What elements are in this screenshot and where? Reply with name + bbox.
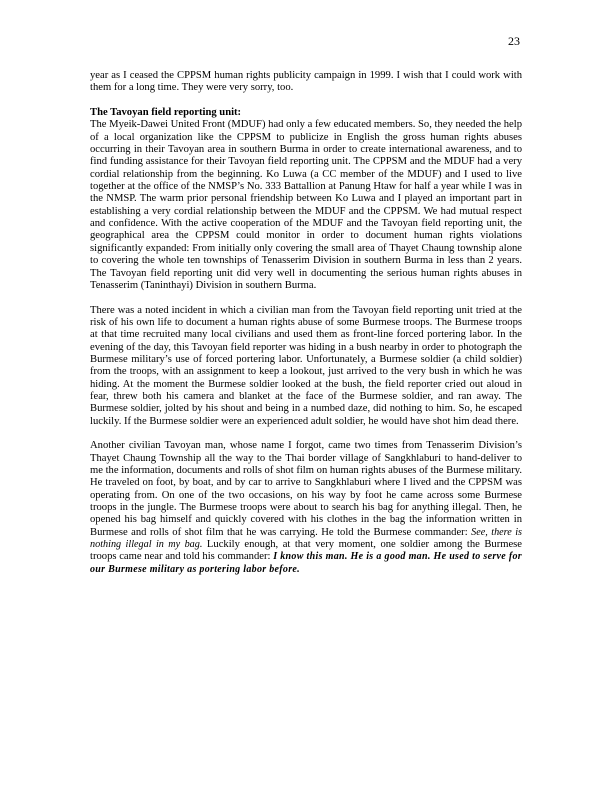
paragraph-courier [90, 440, 522, 576]
paragraph-incident: There was a noted incident in which a civilian man from the Tavoyan field reporting unit tried at the risk of his own life to document a human rights abuse of some Burmese troops. The Burmese troops at that time recruited many local civilians and used them as front-line forced portering labor. In the evening of the day, this Tavoyan field reporter was hiding in a bush nearby in order to photograph the Burmese military’s use of forced portering labor. Unfortunately, a Burmese soldier (a child soldier) from the troops, with an assignment to keep a lookout, just arrived to the very bush in which he was hiding. At the moment the Burmese soldier looked at the bush, the field reporter cried out aloud in fear, threw both his camera and blanket at the face of the Burmese soldier, and ran away. The Burmese soldier, jolted by his shout and being in a numbed daze, did nothing to him. So, he escaped luckily. If the Burmese soldier were an experienced adult soldier, he would have shot him dead there. [90, 304, 522, 427]
courier-text: Another civilian Tavoyan man, whose name I forgot, came two times from Tenasserim Division’s Thayet Chaung Township all the way to the Thai border village of Sangkhlaburi to hand-deliver to me the information, documents and rolls of shot film on human rights abuses of the Burmese military. He traveled on foot, by boat, and by car to arrive to Sangkhlaburi where I lived and the CPPSM was operating from. On one of the two occasions, on his way by foot he came across some Burmese troops in the jungle. The Burmese troops were about to search his bag for anything illegal. Then, he opened his bag himself and quickly covered with his clothes in the bag the information written in Burmese and rolls of shot film that he was carrying. He told the Burmese commander: [90, 440, 522, 538]
document-body [90, 70, 522, 588]
paragraph-intro: year as I ceased the CPPSM human rights publicity campaign in 1999. I wish that I could work with them for a long time. They were very sorry, too. [90, 70, 522, 94]
courier-text-middle: Luckily enough, at that very moment, one soldier among the Burmese troops came near and told his commander: [90, 539, 523, 563]
paragraph-mduf: The Myeik-Dawei United Front (MDUF) had only a few educated members. So, they needed the help of a local organization like the CPPSM to publicize in English the gross human rights abuses occurring in their Tavoyan area in southern Burma in order to create international awareness, and to find funding assistance for their Tavoyan field reporting unit. The CPPSM and the MDUF had a very cordial relationship from the beginning. Ko Luwa (a CC member of the MDUF) and I used to live together at the office of the NMSP’s No. 333 Battallion at Panung Htaw for half a year while I was in the NMSP. The warm prior personal friendship between Ko Luwa and I played an important part in establishing a very cordial relationship between the MDUF and the CPPSM. We had mutual respect and confidence. With the active cooperation of the MDUF and the Tavoyan field reporting unit, the geographical area the CPPSM could monitor in order to document human rights violations significantly expanded: From initially only covering the small area of Thayet Chaung township alone to covering the whole ten townships of Tenasserim Division in southern Burma in less than 2 years. The Tavoyan field reporting unit did very well in documenting the serious human rights abuses in Tenasserim (Taninthayi) Division in southern Burma. [90, 119, 522, 291]
quote-good-man: I know this man. He is a good man. He used to serve for our Burmese military as portering labor before. [90, 551, 522, 575]
quote-nothing-illegal: See, there is nothing illegal in my bag. [90, 526, 522, 551]
section-heading: The Tavoyan field reporting unit: [90, 107, 242, 119]
page-number: 23 [508, 34, 520, 48]
